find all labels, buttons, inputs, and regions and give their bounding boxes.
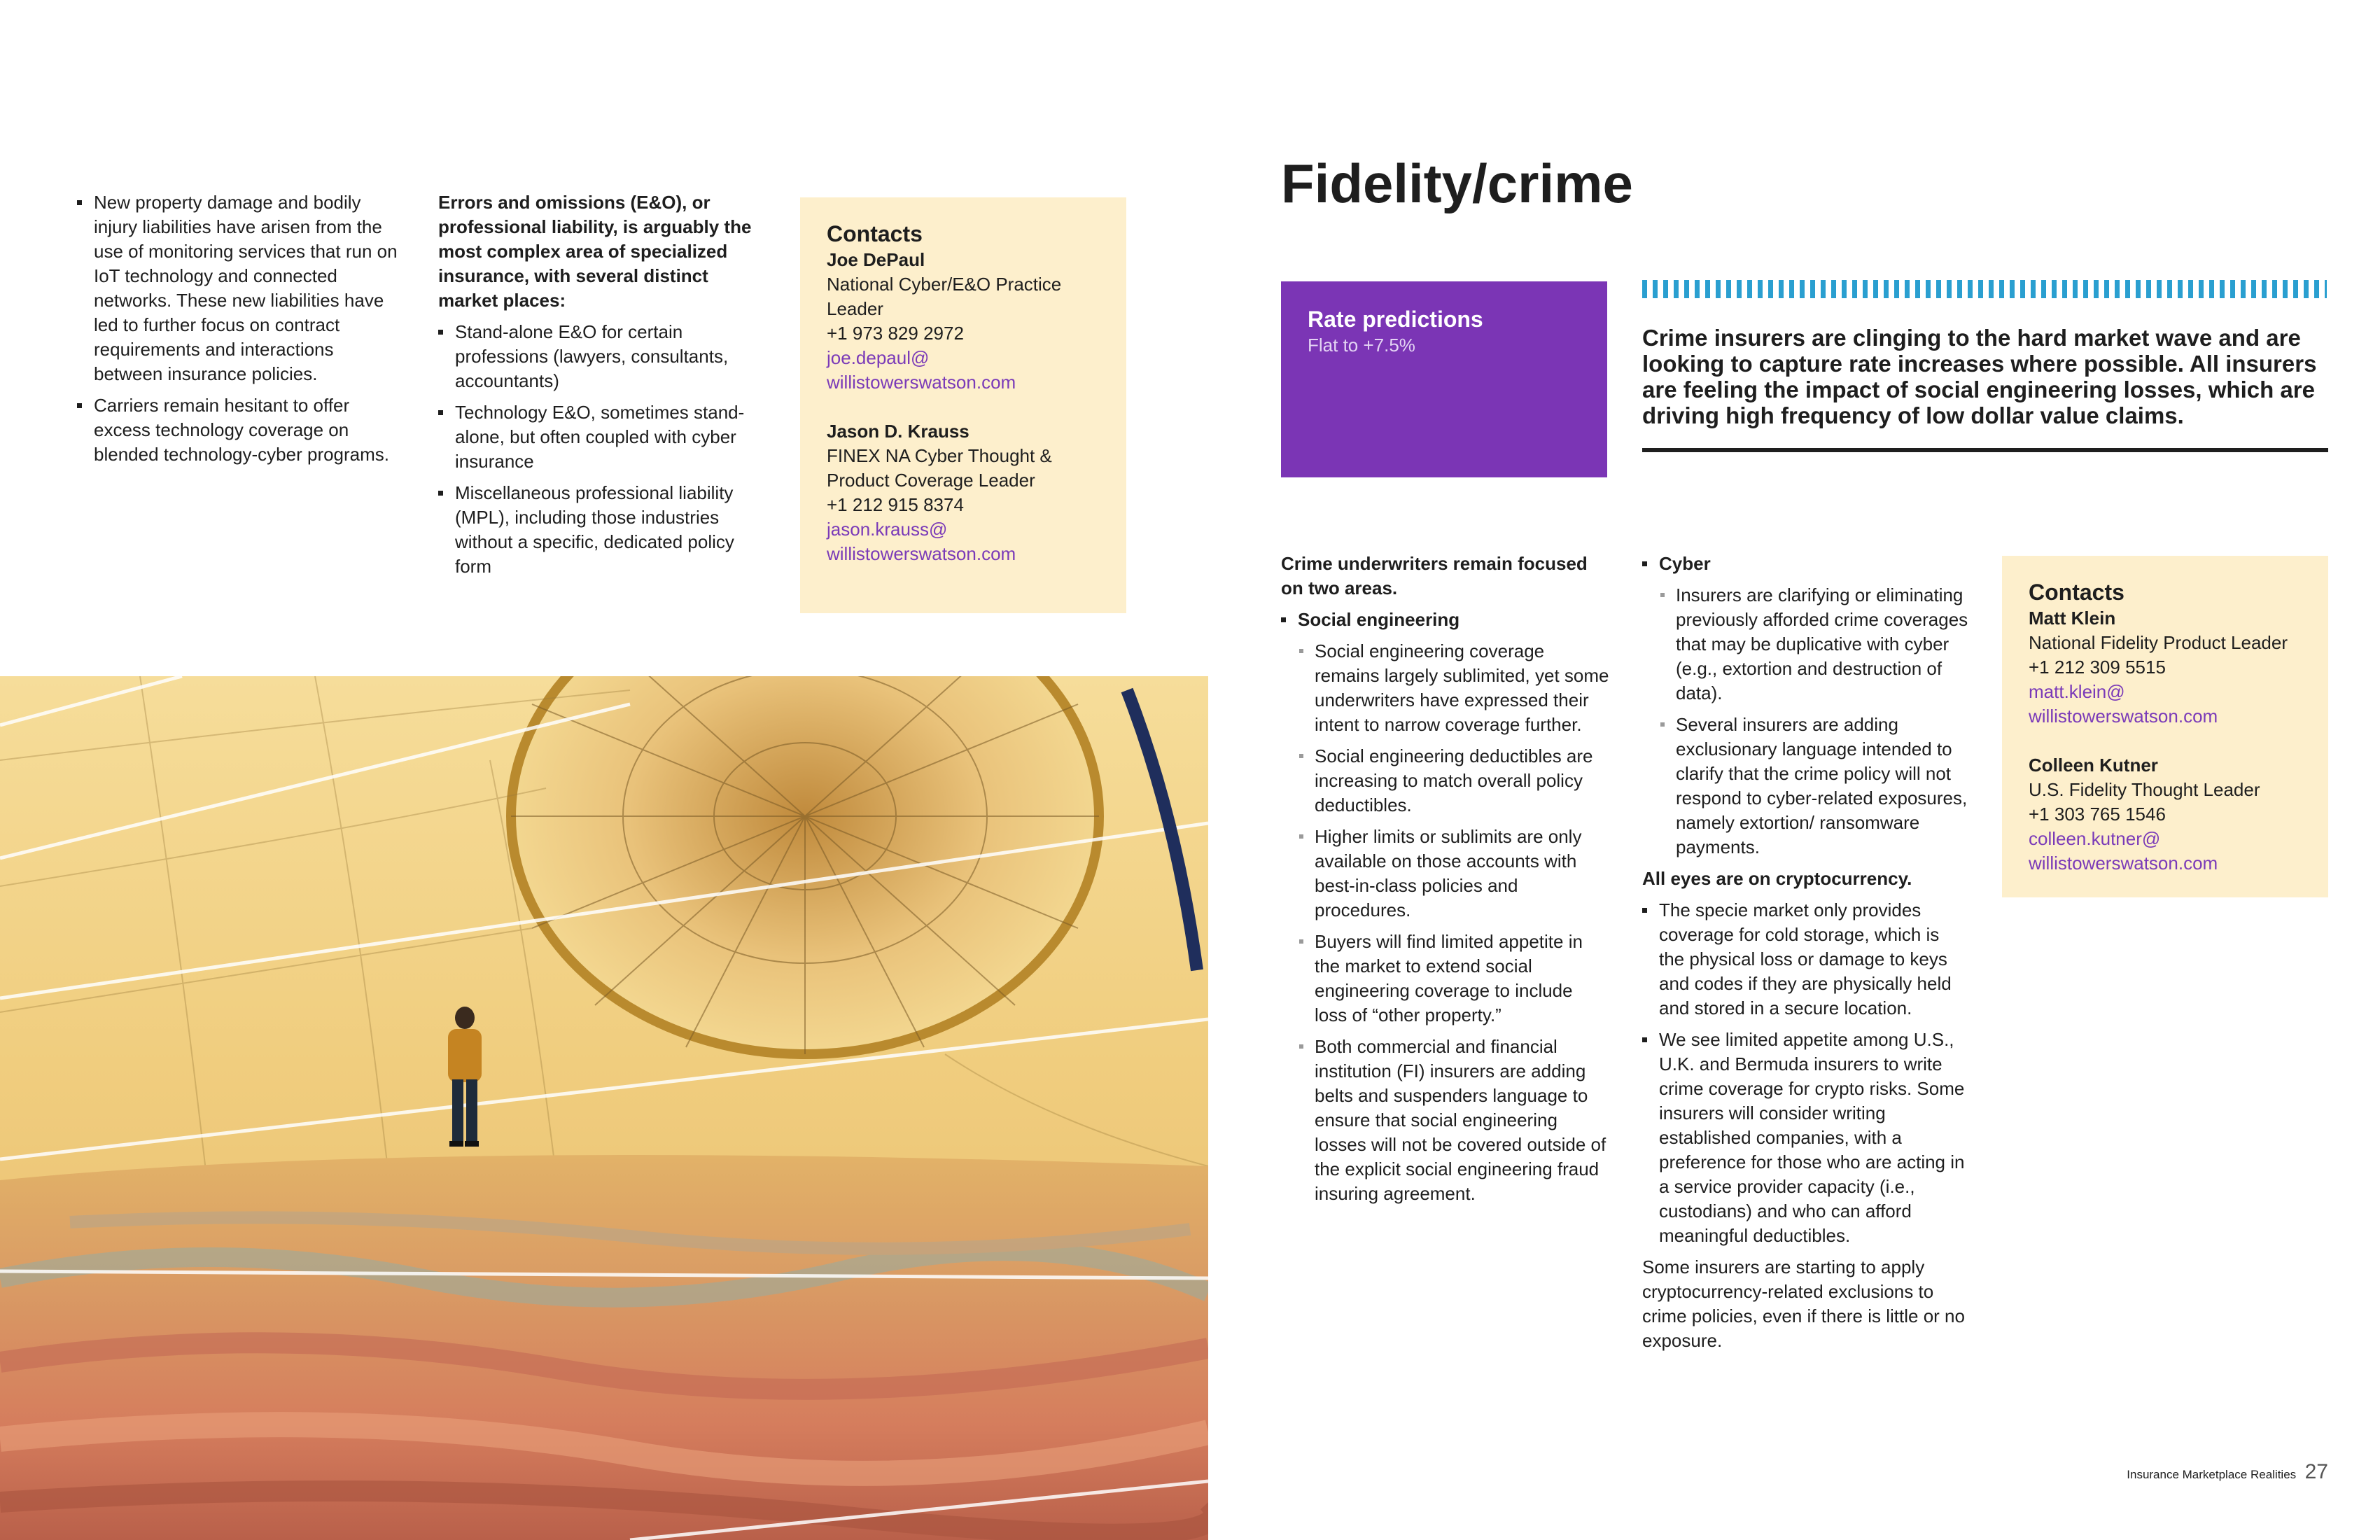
list-item bbox=[1298, 930, 1610, 1028]
list-item bbox=[1298, 825, 1610, 923]
list-item bbox=[1642, 552, 1968, 860]
contact-name: Joe DePaul bbox=[827, 249, 925, 270]
rate-predictions-box bbox=[1281, 281, 1607, 477]
contact-phone: +1 212 309 5515 bbox=[2029, 657, 2166, 678]
rate-value: Flat to +7.5% bbox=[1308, 335, 1415, 356]
contact-title: National Cyber/E&O Practice Leader bbox=[827, 274, 1062, 319]
list-item bbox=[438, 320, 753, 393]
social-engineering-subbullets bbox=[1298, 639, 1610, 1206]
left-column-1 bbox=[77, 190, 399, 474]
rate-heading: Rate predictions bbox=[1308, 307, 1483, 332]
right-contacts-box bbox=[2002, 556, 2328, 897]
bullet-text: The specie market only provides coverage for cold storage, which is the physical loss or damage to keys and codes if they are physically held and stored in a secure location. bbox=[1659, 899, 1952, 1018]
contact-name: Jason D. Krauss bbox=[827, 421, 969, 442]
cyber-subbullets bbox=[1659, 583, 1968, 860]
left-column-2 bbox=[438, 190, 753, 586]
email-part[interactable]: colleen.kutner@ bbox=[2029, 828, 2161, 849]
bullet-text: Miscellaneous professional liability (MPL), including those industries without a specific, dedicated policy form bbox=[455, 482, 734, 577]
balloon-illustration bbox=[0, 676, 1208, 1540]
list-item bbox=[1659, 583, 1968, 706]
crime-column-b bbox=[1642, 552, 1968, 1353]
email-part[interactable]: joe.depaul@ bbox=[827, 347, 930, 368]
email-domain[interactable]: willistowerswatson.com bbox=[827, 543, 1016, 564]
left-col1-bullets bbox=[77, 190, 399, 467]
email-domain[interactable]: willistowerswatson.com bbox=[2029, 853, 2218, 874]
list-item bbox=[1642, 898, 1968, 1021]
hot-air-balloon-photo bbox=[0, 676, 1208, 1540]
contacts-heading: Contacts bbox=[2029, 580, 2124, 605]
contact-email-link[interactable] bbox=[827, 517, 1100, 566]
bullet-text: Higher limits or sublimits are only available on those accounts with best-in-class policies and procedures. bbox=[1315, 826, 1582, 920]
contact-phone: +1 303 765 1546 bbox=[2029, 804, 2166, 825]
bullet-text: Social engineering coverage remains largely sublimited, yet some underwriters have expressed their intent to narrow coverage further. bbox=[1315, 640, 1609, 735]
email-domain[interactable]: willistowerswatson.com bbox=[2029, 706, 2218, 727]
list-item bbox=[1298, 744, 1610, 818]
closing-paragraph: Some insurers are starting to apply cryptocurrency-related exclusions to crime policies, even if there is little or no exposure. bbox=[1642, 1256, 1965, 1351]
left-contacts-box bbox=[800, 197, 1126, 613]
lead-rule bbox=[1642, 448, 2328, 452]
bullet-text: Both commercial and financial institution (FI) insurers are adding belts and suspenders language to ensure that social engineering losses will not be covered outside of the explicit social engineering fraud insuring agreement. bbox=[1315, 1036, 1606, 1204]
bullet-text: Stand-alone E&O for certain professions (lawyers, consultants, accountants) bbox=[455, 321, 729, 391]
crime-bullets bbox=[1281, 608, 1610, 1206]
lead-paragraph: Crime insurers are clinging to the hard market wave and are looking to capture rate increases where possible. All insurers are feeling the impact of social engineering losses, which are driving high frequency of low dollar value claims. bbox=[1642, 325, 2317, 428]
page-number: 27 bbox=[2304, 1460, 2328, 1483]
email-part[interactable]: matt.klein@ bbox=[2029, 681, 2125, 702]
bullet-text: Social engineering deductibles are increasing to match overall policy deductibles. bbox=[1315, 746, 1593, 816]
list-item bbox=[1281, 608, 1610, 1206]
list-item bbox=[438, 481, 753, 579]
contact-email-link[interactable] bbox=[2029, 680, 2302, 729]
publication-name: Insurance Marketplace Realities bbox=[2127, 1468, 2297, 1481]
crime-intro: Crime underwriters remain focused on two areas. bbox=[1281, 553, 1588, 598]
decorative-stripe bbox=[1642, 280, 2327, 298]
list-item bbox=[438, 400, 753, 474]
bullet-text: Technology E&O, sometimes stand-alone, but often coupled with cyber insurance bbox=[455, 402, 745, 472]
social-engineering-label: Social engineering bbox=[1298, 609, 1460, 630]
crypto-bullets bbox=[1642, 898, 1968, 1248]
eo-intro: Errors and omissions (E&O), or professional liability, is arguably the most complex area of specialized insurance, with several distinct market places: bbox=[438, 192, 752, 311]
contact-phone: +1 212 915 8374 bbox=[827, 494, 964, 515]
list-item bbox=[77, 190, 399, 386]
list-item bbox=[1659, 713, 1968, 860]
list-item bbox=[1298, 639, 1610, 737]
crypto-heading: All eyes are on cryptocurrency. bbox=[1642, 868, 1912, 889]
eo-bullets bbox=[438, 320, 753, 579]
contact-title: U.S. Fidelity Thought Leader bbox=[2029, 779, 2260, 800]
bullet-text: Buyers will find limited appetite in the market to extend social engineering coverage to include loss of “other property.” bbox=[1315, 931, 1583, 1026]
crime-column-a bbox=[1281, 552, 1610, 1213]
contact-title: FINEX NA Cyber Thought & Product Coverage Leader bbox=[827, 445, 1052, 491]
email-part[interactable]: jason.krauss@ bbox=[827, 519, 948, 540]
bullet-text: We see limited appetite among U.S., U.K. and Bermuda insurers to write crime coverage for crypto risks. Some insurers will consider writing established companies, with a preference for those who are acting in a service provider capacity (i.e., custodians) and who can afford meaningful deductibles. bbox=[1659, 1029, 1965, 1246]
bullet-text: New property damage and bodily injury liabilities have arisen from the use of monitoring services that run on IoT technology and connected networks. These new liabilities have led to further focus on contract requirements and interactions between insurance policies. bbox=[94, 192, 398, 384]
email-domain[interactable]: willistowerswatson.com bbox=[827, 372, 1016, 393]
contacts-heading: Contacts bbox=[827, 221, 923, 246]
bullet-text: Insurers are clarifying or eliminating previously afforded crime coverages that may be duplicative with cyber (e.g., extortion and destruction of data). bbox=[1676, 584, 1968, 704]
contact-title: National Fidelity Product Leader bbox=[2029, 632, 2288, 653]
page-footer bbox=[2127, 1460, 2328, 1484]
contact-email-link[interactable] bbox=[2029, 827, 2302, 876]
contact-email-link[interactable] bbox=[827, 346, 1100, 395]
contact-name: Matt Klein bbox=[2029, 608, 2116, 629]
bullet-text: Carriers remain hesitant to offer excess technology coverage on blended technology-cyber programs. bbox=[94, 395, 390, 465]
list-item bbox=[1642, 1028, 1968, 1248]
contact-name: Colleen Kutner bbox=[2029, 755, 2158, 776]
contact-phone: +1 973 829 2972 bbox=[827, 323, 964, 344]
cyber-bullets bbox=[1642, 552, 1968, 860]
list-item bbox=[1298, 1035, 1610, 1206]
cyber-label: Cyber bbox=[1659, 553, 1711, 574]
list-item bbox=[77, 393, 399, 467]
bullet-text: Several insurers are adding exclusionary language intended to clarify that the crime policy will not respond to cyber-related exposures, namely extortion/ ransomware payments. bbox=[1676, 714, 1968, 858]
page-title: Fidelity/crime bbox=[1281, 153, 1633, 214]
